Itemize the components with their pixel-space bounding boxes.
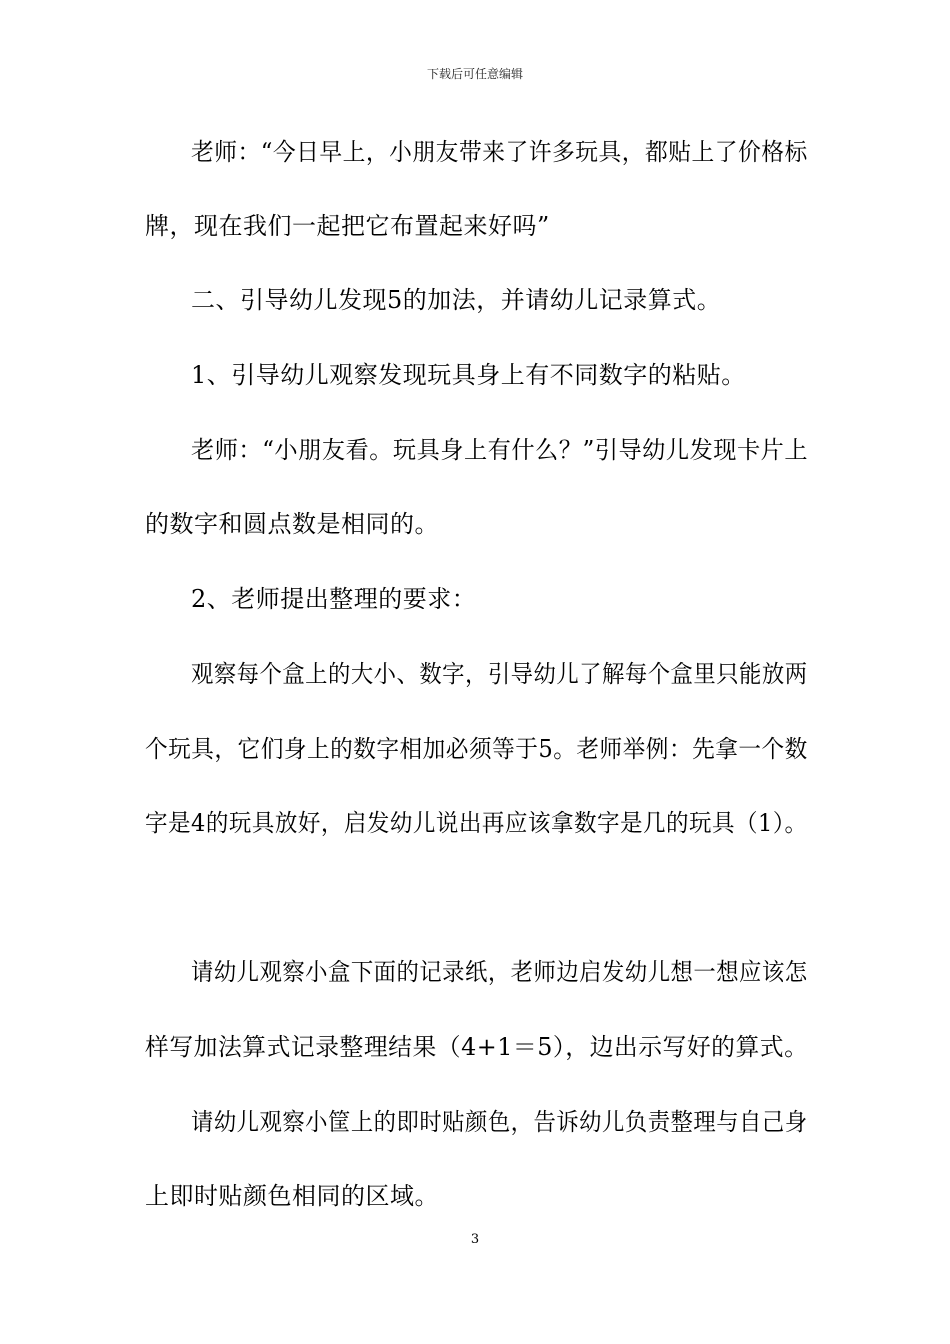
paragraph-line: 字是4的玩具放好，启发幼儿说出再应该拿数字是几的玩具（1）。 [145,809,808,837]
paragraph-line: 观察每个盒上的大小、数字，引导幼儿了解每个盒里只能放两 [191,660,808,688]
paragraph-line: 样写加法算式记录整理结果（4+1＝5），边出示写好的算式。 [145,1033,809,1061]
paragraph-line: 个玩具，它们身上的数字相加必须等于5。老师举例：先拿一个数 [145,735,808,763]
page-number: 3 [470,1232,480,1247]
paragraph-line: 请幼儿观察小盒下面的记录纸，老师边启发幼儿想一想应该怎 [191,958,808,986]
paragraph-line: 上即时贴颜色相同的区域。 [145,1182,439,1210]
paragraph-line: 请幼儿观察小筐上的即时贴颜色，告诉幼儿负责整理与自己身 [191,1108,808,1136]
paragraph-line: 老师：“小朋友看。玩具身上有什么？”引导幼儿发现卡片上 [191,436,809,464]
paragraph-line: 1、引导幼儿观察发现玩具身上有不同数字的粘贴。 [191,361,746,389]
page-header: 下载后可任意编辑 [426,67,523,81]
paragraph-line: 二、引导幼儿发现5的加法，并请幼儿记录算式。 [191,286,722,314]
paragraph-line: 老师：“今日早上，小朋友带来了许多玩具，都贴上了价格标 [191,138,808,166]
paragraph-line: 2、老师提出整理的要求： [191,585,477,613]
paragraph-line: 牌，现在我们一起把它布置起来好吗” [145,212,550,240]
paragraph-line: 的数字和圆点数是相同的。 [145,510,439,538]
